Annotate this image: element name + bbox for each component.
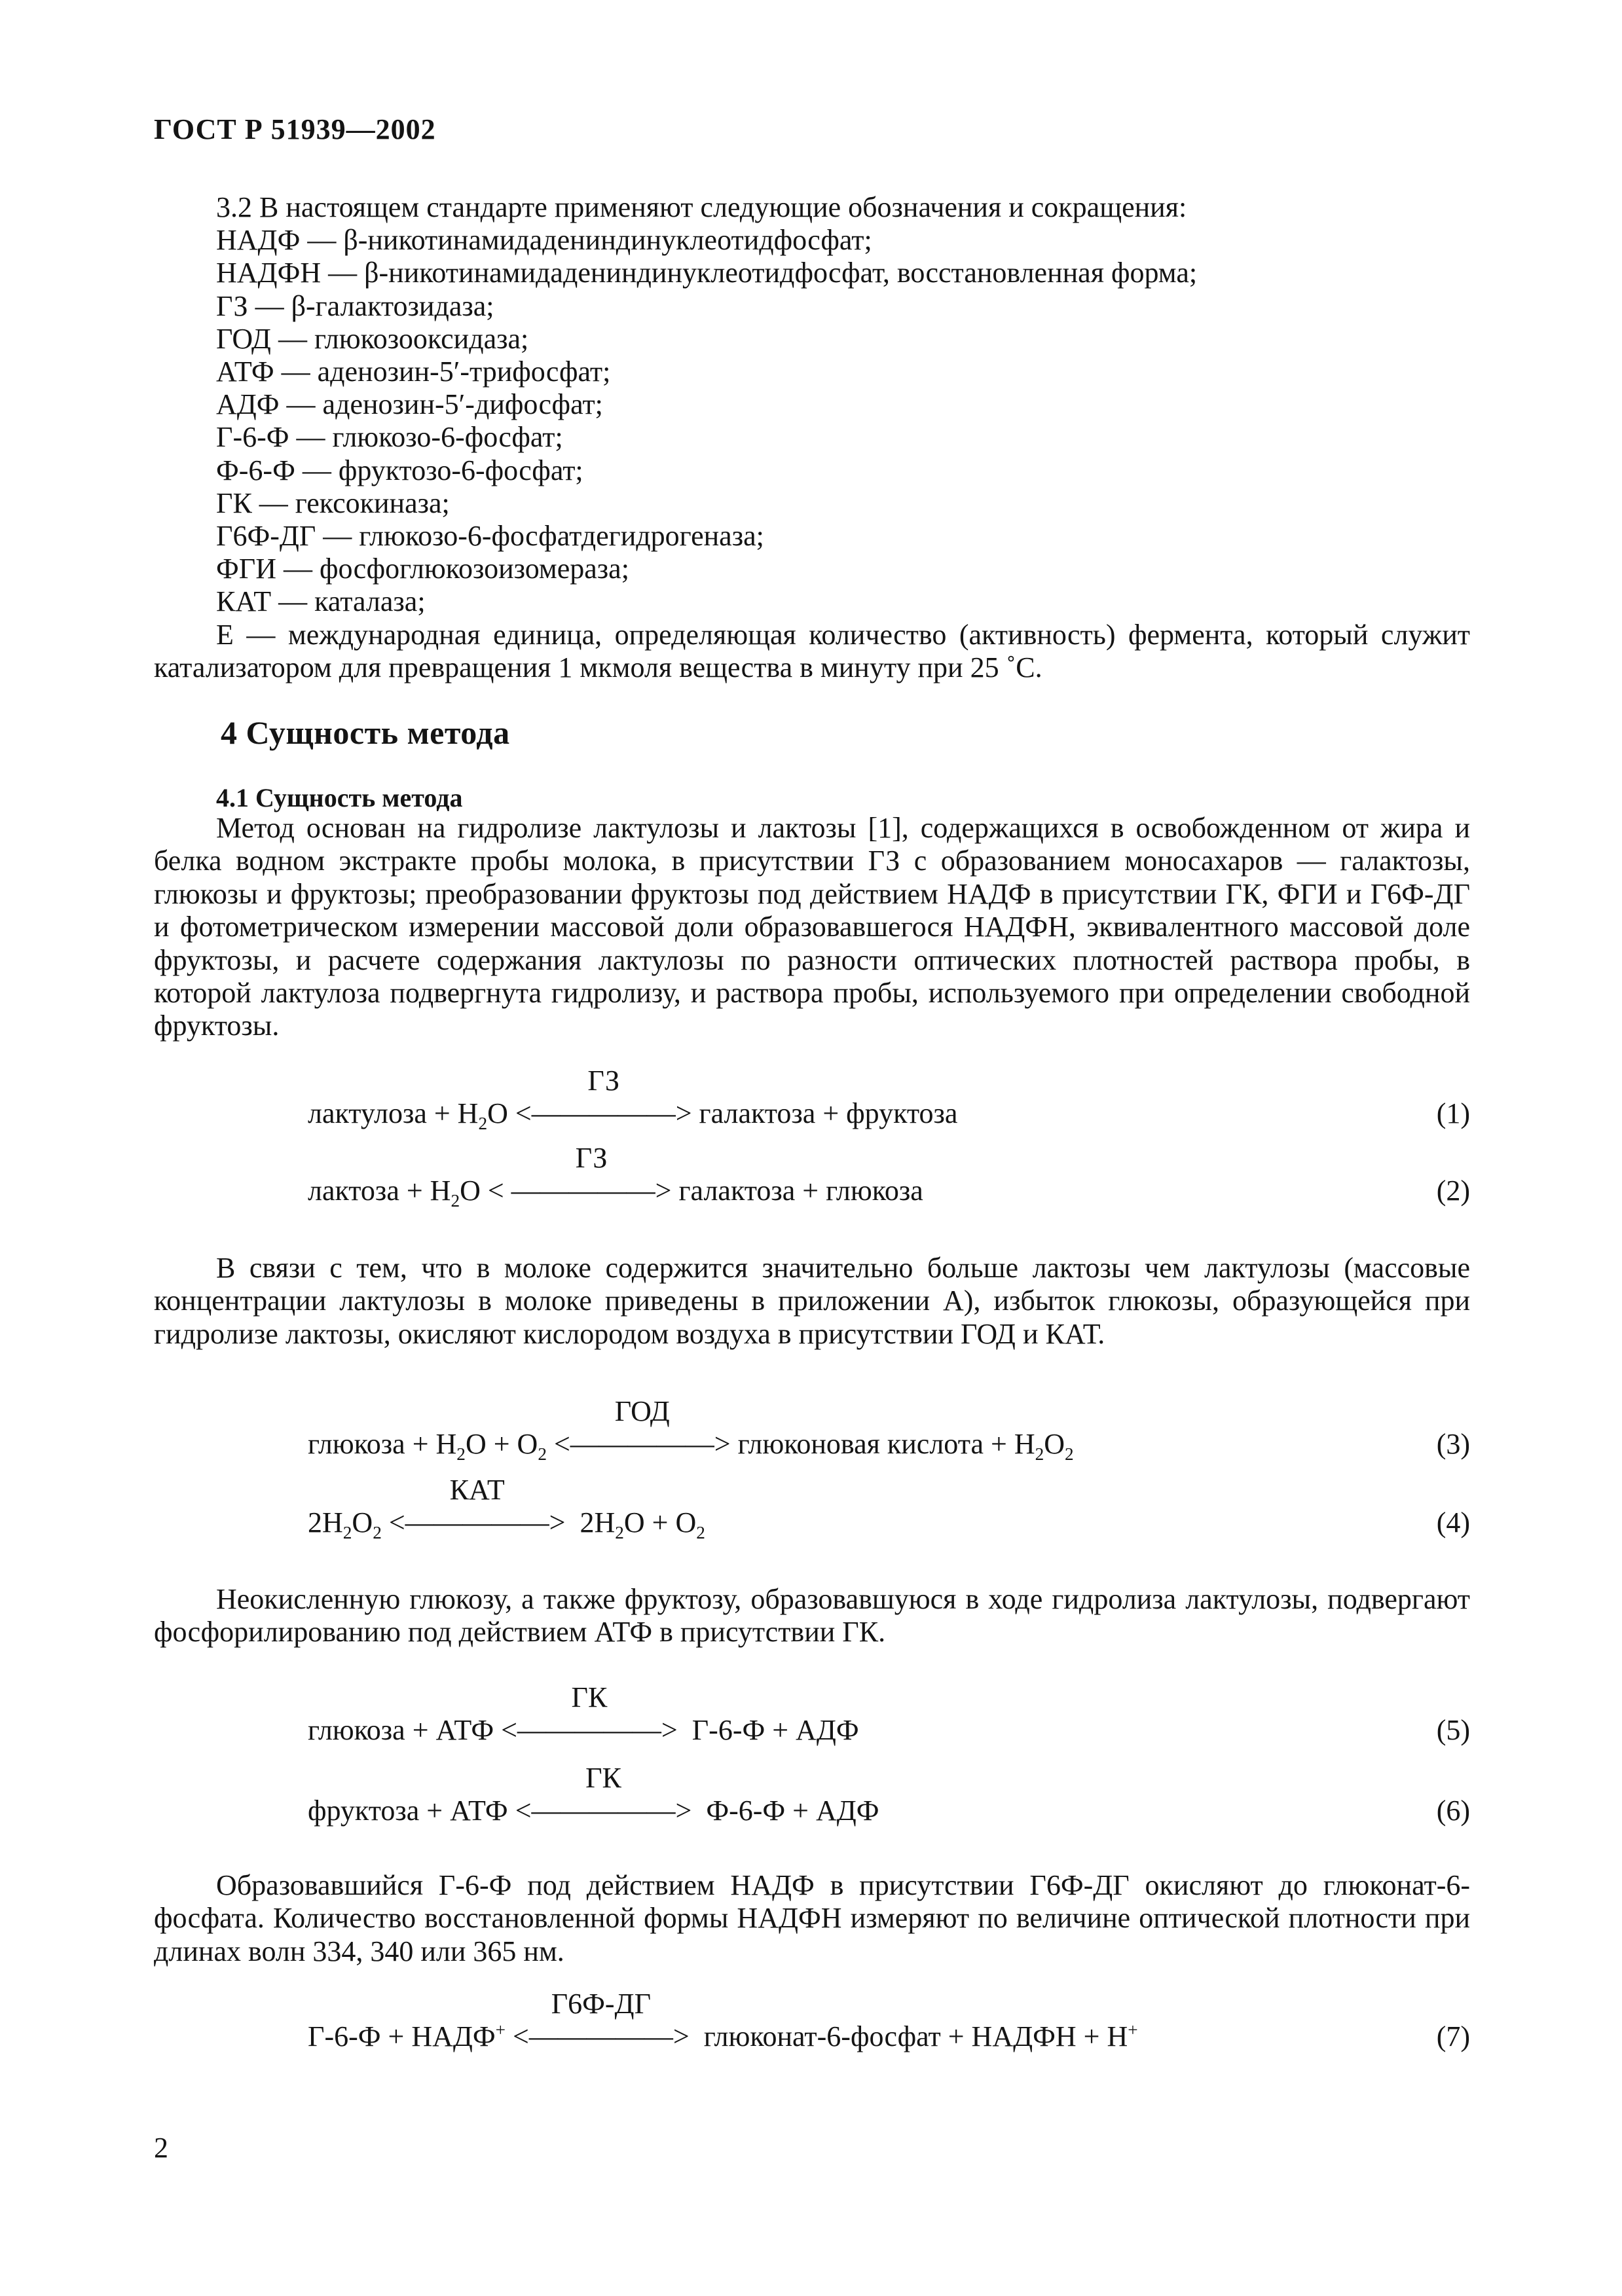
abbreviation-item: НАДФН — β-никотинамидадениндинуклеотидфосфат, восстановленная форма; [216, 257, 1198, 289]
formula-reactants [547, 1428, 554, 1460]
formula-reactants: лактоза + H [308, 1175, 451, 1207]
formula-reactants: O < [460, 1175, 511, 1207]
abbreviation-item: АТФ — аденозин-5′-трифосфат; [216, 355, 611, 388]
formula-reactants [382, 1506, 389, 1539]
superscript: + [1128, 2020, 1138, 2040]
subscript: 2 [373, 1522, 382, 1542]
formula-reactants: Г-6-Ф + НАДФ [308, 2020, 496, 2052]
method-paragraph-4: Образовавшийся Г-6-Ф под действием НАДФ в присутствии Г6Ф-ДГ окисляют до глюконат-6-фосфата. Количество восстановленной формы НАДФН измеряют по величине оптической плотности при длинах волн 334, 340 или 365 нм. [154, 1869, 1470, 1967]
formula-products: 2H [565, 1506, 616, 1539]
reaction-arrow: <―――――> [388, 1506, 566, 1539]
equation-7 [308, 1987, 1470, 2060]
equation-number: (2) [1436, 1175, 1470, 1207]
formula-products: Ф-6-Ф + АДФ [691, 1795, 879, 1827]
abbreviation-item: Г-6-Ф — глюкозо-6-фосфат; [216, 421, 563, 454]
equation-2 [308, 1141, 1470, 1214]
equation-5 [308, 1681, 1470, 1754]
catalyst-label: Г6Ф-ДГ [551, 1988, 652, 2020]
equation-formula [308, 1713, 859, 1747]
equation-number: (5) [1436, 1714, 1470, 1746]
formula-products: O + O [623, 1506, 697, 1539]
formula-products: O [1044, 1428, 1065, 1460]
reaction-arrow: <―――――> [515, 1795, 692, 1827]
abbreviation-item: Ф-6-Ф — фруктозо-6-фосфат; [216, 454, 583, 486]
formula-reactants: глюкоза + H [308, 1428, 457, 1460]
formula-reactants: лактулоза + H [308, 1097, 479, 1129]
page-number: 2 [154, 2132, 168, 2164]
formula-reactants: O [352, 1506, 373, 1539]
equation-number: (4) [1436, 1506, 1470, 1539]
formula-products: галактоза + глюкоза [671, 1175, 923, 1207]
catalyst-label: ГК [585, 1762, 621, 1794]
catalyst-label: ГЗ [587, 1065, 619, 1097]
equation-number: (7) [1436, 2020, 1470, 2052]
formula-reactants [506, 2020, 513, 2052]
reaction-arrow: <―――――> [501, 1714, 678, 1746]
subscript: 2 [456, 1444, 466, 1464]
equation-number: (1) [1436, 1097, 1470, 1129]
abbreviation-item: Г6Ф-ДГ — глюкозо-6-фосфатдегидрогеназа; [216, 520, 764, 553]
formula-reactants: O [487, 1097, 515, 1129]
equation-6 [308, 1761, 1470, 1834]
catalyst-label: ГЗ [575, 1142, 608, 1174]
formula-products: глюконовая кислота + H [730, 1428, 1035, 1460]
subscript: 2 [1065, 1444, 1074, 1464]
equation-formula [308, 1506, 705, 1542]
standard-header: ГОСТ Р 51939—2002 [154, 113, 436, 145]
unit-definition: Е — международная единица, определяющая количество (активность) фермента, который служит катализатором для превращения 1 мкмоля вещества в минуту при 25 ˚С. [154, 618, 1470, 683]
equation-formula [308, 1097, 958, 1133]
method-paragraph-1: Метод основан на гидролизе лактулозы и лактозы [1], содержащихся в освобожденном от жира и белка водном экстракте пробы молока, в присутствии ГЗ с образованием моносахаров — галактозы, глюкозы и фруктозы; преобразовании фруктозы под действием НАДФ в присутствии ГК, ФГИ и Г6Ф-ДГ и фотометрическом измерении массовой доли образовавшегося НАДФН, эквивалентного массовой доле фруктозы, и расчете содержания лактулозы по разности оптических плотностей раствора пробы, в которой лактулоза подвергнута гидролизу, и раствора пробы, используемого при определении свободной фруктозы. [154, 812, 1470, 1042]
subscript: 2 [696, 1522, 705, 1542]
catalyst-label: ГК [571, 1681, 608, 1713]
formula-products: глюконат-6-фосфат + НАДФН + H [689, 2020, 1128, 2052]
abbreviation-item: ГОД — глюкозооксидаза; [216, 322, 529, 355]
equation-formula [308, 1427, 1074, 1464]
formula-reactants: фруктоза + АТФ [308, 1795, 515, 1827]
subscript: 2 [478, 1113, 488, 1133]
superscript: + [495, 2020, 506, 2040]
formula-reactants: 2H [308, 1506, 343, 1539]
equation-4 [308, 1473, 1470, 1546]
reaction-arrow: <―――――> [553, 1428, 731, 1460]
abbreviation-item: НАДФ — β-никотинамидадениндинуклеотидфосфат; [216, 224, 872, 257]
formula-products: галактоза + фруктоза [691, 1097, 958, 1129]
abbreviation-list [154, 224, 1470, 618]
subscript: 2 [1035, 1444, 1044, 1464]
abbreviation-item: ГЗ — β-галактозидаза; [216, 289, 494, 322]
equation-number: (3) [1436, 1428, 1470, 1460]
formula-products: Г-6-Ф + АДФ [677, 1714, 859, 1746]
abbreviation-item: ФГИ — фосфоглюкозоизомераза; [216, 553, 629, 585]
catalyst-label: КАТ [449, 1474, 505, 1506]
method-paragraph-3: Неокисленную глюкозу, а также фруктозу, образовавшуюся в ходе гидролиза лактулозы, подвергают фосфорилированию под действием АТФ в присутствии ГК. [154, 1583, 1470, 1649]
abbreviation-item: АДФ — аденозин-5′-дифосфат; [216, 388, 603, 421]
equation-1 [308, 1064, 1470, 1137]
abbreviation-item: КАТ — каталаза; [216, 585, 426, 618]
section-title: 4 Сущность метода [221, 714, 510, 751]
abbreviations-block [154, 191, 1470, 684]
equation-formula [308, 1174, 923, 1211]
equation-3 [308, 1394, 1470, 1468]
reaction-arrow: <―――――> [515, 1097, 692, 1129]
subscript: 2 [342, 1522, 352, 1542]
method-paragraph-2: В связи с тем, что в молоке содержится значительно больше лактозы чем лактулозы (массовые концентрации лактулозы в молоке приведены в приложении А), избыток глюкозы, образующейся при гидролизе лактозы, окисляют кислородом воздуха в присутствии ГОД и КАТ. [154, 1252, 1470, 1350]
subsection-title: 4.1 Сущность метода [216, 783, 463, 812]
abbreviations-intro: 3.2 В настоящем стандарте применяют следующие обозначения и сокращения: [216, 191, 1187, 223]
equation-formula [308, 1794, 879, 1827]
catalyst-label: ГОД [614, 1395, 670, 1427]
formula-reactants: глюкоза + АТФ [308, 1714, 502, 1746]
abbreviation-item: ГК — гексокиназа; [216, 486, 450, 519]
subscript: 2 [538, 1444, 547, 1464]
equation-number: (6) [1436, 1795, 1470, 1827]
formula-reactants: O + O [465, 1428, 538, 1460]
subscript: 2 [615, 1522, 624, 1542]
reaction-arrow: ―――――> [511, 1175, 672, 1207]
subscript: 2 [451, 1190, 460, 1211]
reaction-arrow: <―――――> [513, 2020, 690, 2052]
equation-formula [308, 2020, 1138, 2053]
